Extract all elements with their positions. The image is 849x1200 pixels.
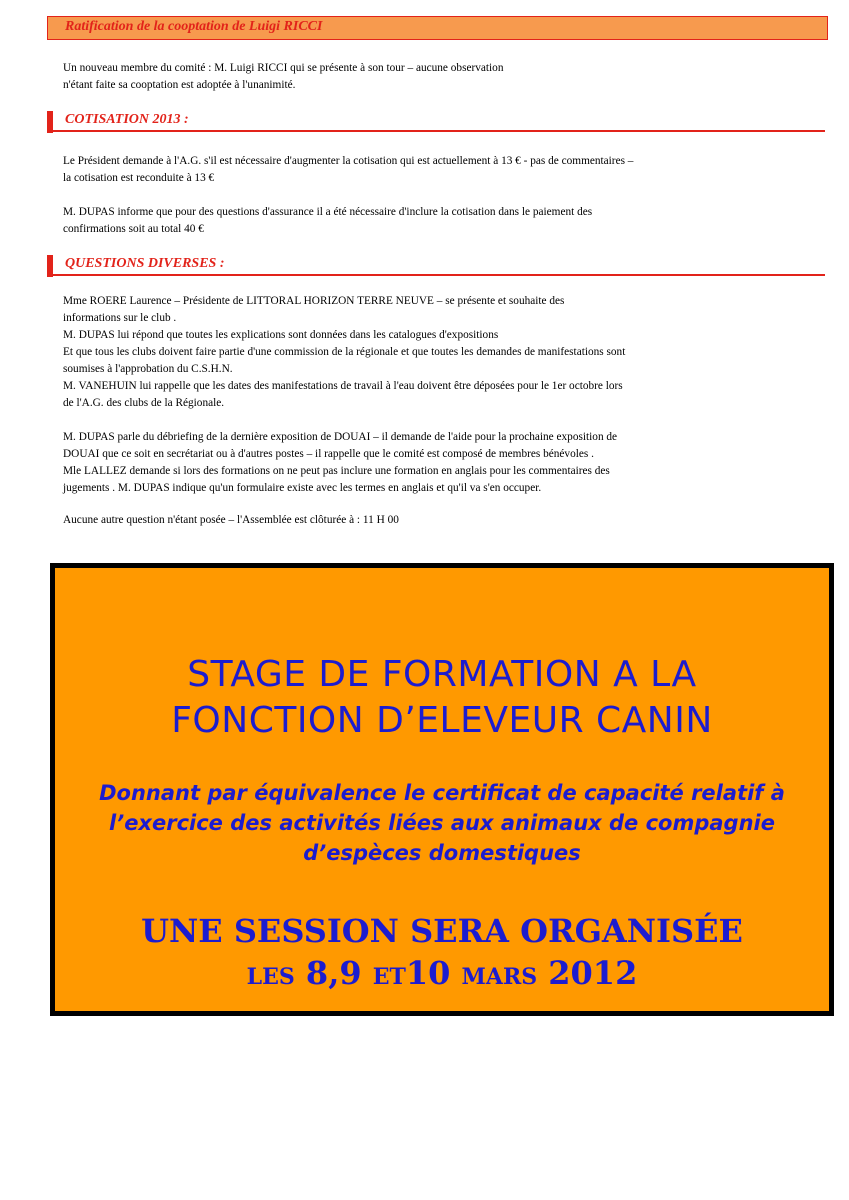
- text-line: M. DUPAS parle du débriefing de la dernière exposition de DOUAI – il demande de l'aide pour la prochaine exposition de: [63, 431, 618, 443]
- questions-section-heading: [47, 255, 825, 277]
- text-line: M. VANEHUIN lui rappelle que les dates des manifestations de travail à l'eau doivent être déposées pour le 1er octobre lors: [63, 380, 623, 392]
- stage-subtitle: [55, 778, 829, 868]
- stage-dates-line: les 8,9 et10 mars 2012: [246, 954, 638, 992]
- section-rule: [53, 130, 825, 132]
- stage-subtitle-line: Donnant par équivalence le certificat de capacité relatif à: [99, 781, 785, 805]
- stage-session-line: UNE SESSION SERA ORGANISÉE: [141, 912, 743, 950]
- stage-announcement-box: [50, 563, 834, 1016]
- text-line: de l'A.G. des clubs de la Régionale.: [63, 397, 225, 409]
- stage-title-line: STAGE DE FORMATION A LA: [187, 654, 697, 695]
- closing-line: Aucune autre question n'étant posée – l'Assemblée est clôturée à : 11 H 00: [63, 514, 399, 526]
- section-rule: [53, 274, 825, 276]
- ratification-paragraph: [63, 60, 827, 94]
- text-line: DOUAI que ce soit en secrétariat ou à d'autres postes – il rappelle que le comité est composé de membres bénévoles .: [63, 448, 594, 460]
- ratification-heading: Ratification de la cooptation de Luigi RICCI: [65, 19, 323, 34]
- cotisation-section-heading: [47, 111, 825, 133]
- cotisation-paragraph-2: [63, 204, 827, 238]
- text-line: Mme ROERE Laurence – Présidente de LITTORAL HORIZON TERRE NEUVE – se présente et souhaite des: [63, 295, 565, 307]
- questions-paragraph-2: [63, 429, 827, 497]
- text-line: M. DUPAS informe que pour des questions d'assurance il a été nécessaire d'inclure la cotisation dans le paiement des: [63, 206, 593, 218]
- text-line: Et que tous les clubs doivent faire partie d'une commission de la régionale et que toutes les demandes de manifestations sont: [63, 346, 626, 358]
- text-line: jugements . M. DUPAS indique qu'un formulaire existe avec les termes en anglais et qu'il va s'en occuper.: [63, 482, 542, 494]
- cotisation-heading: COTISATION 2013 :: [65, 112, 189, 127]
- stage-subtitle-line: d’espèces domestiques: [303, 841, 581, 865]
- cotisation-paragraph-1: [63, 153, 827, 187]
- stage-subtitle-line: l’exercice des activités liées aux animaux de compagnie: [109, 811, 775, 835]
- text-line: informations sur le club .: [63, 312, 177, 324]
- stage-title: [55, 652, 829, 744]
- text-line: la cotisation est reconduite à 13 €: [63, 172, 215, 184]
- closing-paragraph: [63, 512, 827, 529]
- ratification-heading-box: [47, 16, 828, 40]
- questions-heading: QUESTIONS DIVERSES :: [65, 256, 225, 271]
- stage-title-line: FONCTION D’ELEVEUR CANIN: [171, 700, 713, 741]
- text-line: soumises à l'approbation du C.S.H.N.: [63, 363, 233, 375]
- text-line: Mle LALLEZ demande si lors des formations on ne peut pas inclure une formation en anglais pour les commentaires des: [63, 465, 610, 477]
- text-line: Le Président demande à l'A.G. s'il est nécessaire d'augmenter la cotisation qui est actuellement à 13 € - pas de commentaires –: [63, 155, 634, 167]
- questions-paragraph-1: [63, 293, 827, 412]
- text-line: M. DUPAS lui répond que toutes les explications sont données dans les catalogues d'expositions: [63, 329, 499, 341]
- text-line: Un nouveau membre du comité : M. Luigi RICCI qui se présente à son tour – aucune observation: [63, 62, 504, 74]
- text-line: n'étant faite sa cooptation est adoptée à l'unanimité.: [63, 79, 296, 91]
- text-line: confirmations soit au total 40 €: [63, 223, 204, 235]
